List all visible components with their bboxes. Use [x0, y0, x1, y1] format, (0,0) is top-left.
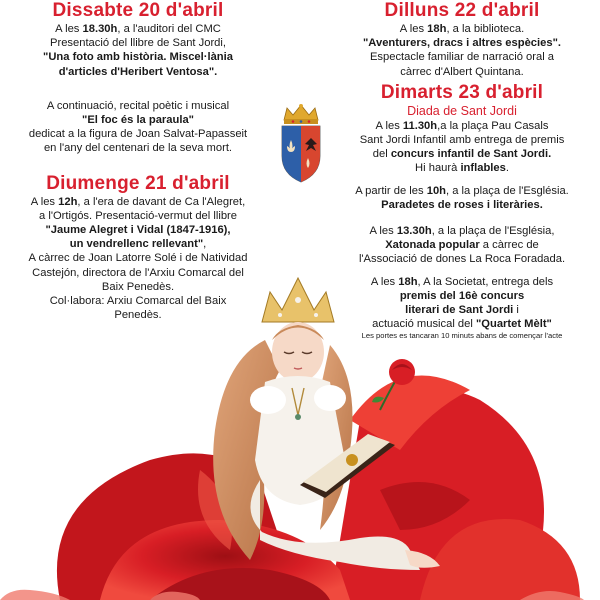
tue-line-11: premis del 16è concurs — [399, 289, 525, 302]
sat-line-6: "El foc és la paraula" — [82, 114, 194, 127]
tue-line-2: Sant Jordi Infantil amb entrega de premis — [359, 134, 565, 147]
tiara-icon — [262, 278, 334, 322]
mon-line-1: A les 18h, a la biblioteca. — [399, 23, 525, 35]
sun-line-6: Castejón, directora de l'Arxiu Comarcal del — [32, 266, 244, 279]
tue-line-12: literari de Sant Jordi i — [405, 304, 519, 317]
princess-rose-illustration — [0, 270, 600, 600]
tue-line-3: del concurs infantil de Sant Jordi. — [372, 148, 552, 161]
heading-tuesday: Dimarts 23 d'abril — [380, 81, 544, 103]
sat-line-8: en l'any del centenari de la seva mort. — [43, 142, 233, 155]
tue-line-13: actuació musical del "Quartet Mèlt" — [372, 318, 552, 331]
sun-line-1: A les 12h, a l'era de davant de Ca l'Alegret, — [30, 195, 246, 208]
sun-line-3: "Jaume Alegret i Vidal (1847-1916), — [45, 224, 231, 237]
coat-of-arms-icon — [278, 102, 324, 184]
sat-line-7: dedicat a la figura de Joan Salvat-Papasseit — [28, 128, 248, 141]
heading-saturday: Dissabte 20 d'abril — [52, 0, 224, 21]
tue-line-4: Hi haurà inflables. — [415, 162, 509, 175]
sat-line-3: "Una foto amb història. Miscel·lània — [43, 51, 233, 64]
sat-line-5: A continuació, recital poètic i musical — [46, 99, 230, 112]
sat-line-4: d'articles d'Heribert Ventosa". — [58, 65, 218, 78]
mon-line-4: càrrec d'Albert Quintana. — [400, 65, 524, 78]
tue-line-1: A les 11.30h,a la plaça Pau Casals — [375, 119, 549, 132]
closing-note: Les portes es tancaran 10 minuts abans de començar l'acte — [361, 331, 563, 341]
subheading-sant-jordi: Diada de Sant Jordi — [407, 103, 517, 118]
sun-line-7: Baix Penedès. — [101, 280, 175, 293]
tue-line-7: A les 13.30h, a la plaça de l'Església, — [369, 225, 555, 238]
sun-line-5: A càrrec de Joan Latorre Solé i de Natividad — [28, 252, 248, 265]
heading-sunday: Diumenge 21 d'abril — [46, 172, 230, 194]
sun-line-2: a l'Ortigós. Presentació-vermut del llibre — [39, 209, 237, 222]
tue-line-5: A partir de les 10h, a la plaça de l'Església. — [355, 184, 569, 197]
tue-line-10: A les 18h, A la Societat, entrega dels — [370, 275, 554, 288]
mon-line-2: "Aventurers, dracs i altres espècies". — [363, 37, 561, 50]
sun-line-4: un vendrellenc rellevant", — [69, 238, 207, 251]
heading-monday: Dilluns 22 d'abril — [384, 0, 540, 21]
cropped-decoration — [0, 582, 600, 600]
sun-line-9: Penedès. — [114, 309, 162, 322]
tue-line-6: Paradetes de roses i literàries. — [381, 198, 543, 211]
tue-line-8: Xatonada popular a càrrec de — [385, 239, 539, 252]
tue-line-9: l'Associació de dones La Roca Foradada. — [358, 253, 566, 266]
sat-line-1: A les 18.30h, a l'auditori del CMC — [55, 23, 221, 35]
sat-line-2: Presentació del llibre de Sant Jordi, — [50, 37, 226, 50]
sun-line-8: Col·labora: Arxiu Comarcal del Baix — [49, 295, 227, 308]
mon-line-3: Espectacle familiar de narració oral a — [369, 51, 555, 64]
